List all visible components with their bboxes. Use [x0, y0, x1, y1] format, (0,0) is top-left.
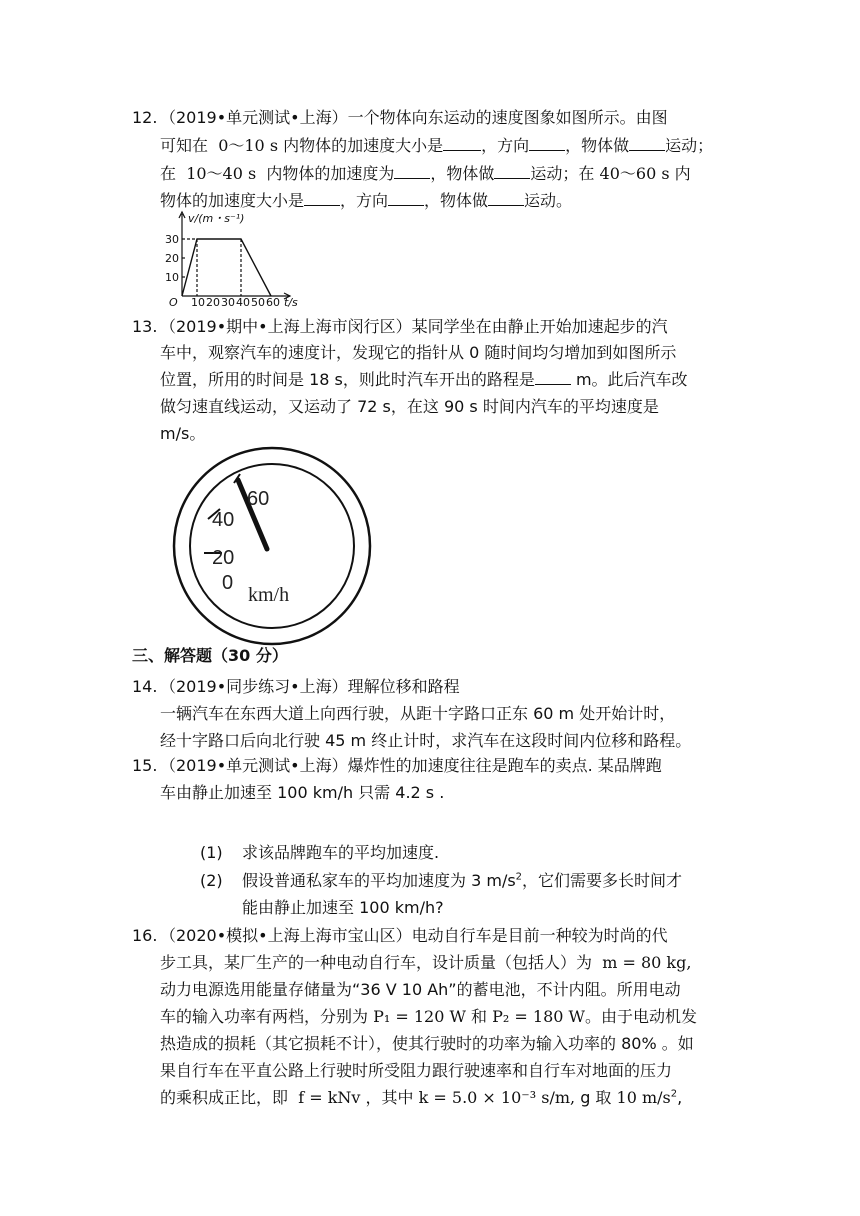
q13-line4: 做匀速直线运动，又运动了 72 s，在这 90 s 时间内汽车的平均速度是 [160, 397, 659, 416]
q12-line1: （2019•单元测试•上海）一个物体向东运动的速度图象如图所示。由图 [160, 108, 668, 127]
q14-line3: 经十字路口后向北行驶 45 m 终止计时，求汽车在这段时间内位移和路程。 [160, 731, 692, 750]
q14-number: 14. [132, 677, 158, 696]
q12-blank-5[interactable] [494, 164, 530, 179]
q13-blank-1[interactable] [535, 370, 571, 385]
q12-blank-6[interactable] [304, 191, 340, 206]
q12-xtick: 10 [191, 296, 205, 308]
q15-number: 15. [132, 756, 158, 775]
gauge-label-20: 20 [212, 547, 235, 569]
section-3-title: 三、解答题（30 分） [132, 646, 288, 665]
gauge-label-0: 0 [222, 572, 234, 594]
gauge-label-40: 40 [212, 509, 235, 531]
q12-blank-8[interactable] [488, 191, 524, 206]
q16-number: 16. [132, 926, 158, 945]
q12-xtick: 40 [236, 296, 250, 308]
gauge-label-60: 60 [247, 488, 270, 510]
q13-line2: 车中，观察汽车的速度计，发现它的指针从 0 随时间均匀增加到如图所示 [160, 343, 677, 362]
q13-source: （2019•期中•上海上海市闵行区） [160, 317, 412, 336]
q16-source: （2020•模拟•上海上海市宝山区） [160, 926, 412, 945]
q12-line4: 物体的加速度大小是 ，方向 ，物体做 运动。 [160, 191, 573, 210]
q15-source: （2019•单元测试•上海） [160, 756, 348, 775]
q13-line3: 位置，所用的时间是 18 s，则此时汽车开出的路程是 m。此后汽车改 [160, 370, 688, 389]
q13-number: 13. [132, 317, 158, 336]
q12-ytick: 20 [165, 252, 179, 265]
q12-ytick: 10 [165, 271, 179, 284]
q15-sub2-number: (2) [200, 871, 223, 890]
q14-source: （2019•同步练习•上海） [160, 677, 348, 696]
q12-xtick: 50 [251, 296, 265, 308]
gauge-unit: km/h [248, 584, 290, 606]
q12-origin: O [169, 296, 178, 308]
q15-line1: （2019•单元测试•上海）爆炸性的加速度往往是跑车的卖点. 某品牌跑 [160, 756, 662, 775]
q12-blank-3[interactable] [629, 136, 665, 151]
q12-line3: 在 10～40 s 内物体的加速度为 ，物体做 运动；在 40～60 s 内 [160, 164, 691, 183]
q12-xtick: 30 [221, 296, 235, 308]
q12-number: 12. [132, 108, 158, 127]
q12-blank-1[interactable] [443, 136, 481, 151]
q12-ytick: 30 [165, 233, 179, 246]
q14-line2: 一辆汽车在东西大道上向西行驶，从距十字路口正东 60 m 处开始计时， [160, 704, 676, 723]
q16-line7: 的乘积成正比，即 f = kNv ，其中 k = 5.0 × 10⁻³ s/m, g 取 10 $m/s^2$, [160, 1088, 683, 1107]
q12-blank-7[interactable] [388, 191, 424, 206]
q12-blank-4[interactable] [394, 164, 430, 179]
q16-line4: 车的输入功率有两档，分别为 P₁ = 120 W 和 P₂ = 180 W。由于电动机发 [160, 1007, 697, 1026]
q12-blank-2[interactable] [529, 136, 565, 151]
q12-vt-graph [160, 208, 310, 308]
q12-xlabel: t/s [284, 296, 298, 308]
gauge-outer-ring [174, 448, 370, 644]
q15-sub1-text: 求该品牌跑车的平均加速度. [242, 843, 440, 862]
q12-xtick: 60 [266, 296, 280, 308]
q16-line3: 动力电源选用能量存储量为“36 V 10 Ah”的蓄电池，不计内阻。所用电动 [160, 980, 681, 999]
q12-ylabel: v/(m・s⁻¹) [188, 212, 245, 225]
q14-line1: （2019•同步练习•上海）理解位移和路程 [160, 677, 460, 696]
q15-sub2-text: 假设普通私家车的平均加速度为 3 $m/s^2$，它们需要多长时间才 [242, 871, 683, 890]
q16-line5: 热造成的损耗（其它损耗不计），使其行驶时的功率为输入功率的 80% 。如 [160, 1034, 694, 1053]
q15-line2: 车由静止加速至 100 km/h 只需 4.2 s . [160, 783, 445, 802]
q15-sub2-text-cont: 能由静止加速至 100 km/h? [242, 898, 444, 917]
q12-line2: 可知在 0～10 s 内物体的加速度大小是 ，方向 ，物体做 运动； [160, 136, 714, 155]
q15-sub1-number: (1) [200, 843, 223, 862]
q16-line6: 果自行车在平直公路上行驶时所受阻力跟行驶速率和自行车对地面的压力 [160, 1061, 673, 1080]
q13-line5: m/s。 [160, 424, 206, 443]
q13-line1: （2019•期中•上海上海市闵行区）某同学坐在由静止开始加速起步的汽 [160, 317, 668, 336]
q16-line1: （2020•模拟•上海上海市宝山区）电动自行车是目前一种较为时尚的代 [160, 926, 668, 945]
q12-xtick: 20 [206, 296, 220, 308]
q16-line2: 步工具，某厂生产的一种电动自行车，设计质量（包括人）为 m = 80 kg, [160, 953, 692, 972]
q13-speedometer [160, 446, 390, 646]
q12-source: （2019•单元测试•上海） [160, 108, 348, 127]
q12-velocity-line [182, 239, 271, 296]
